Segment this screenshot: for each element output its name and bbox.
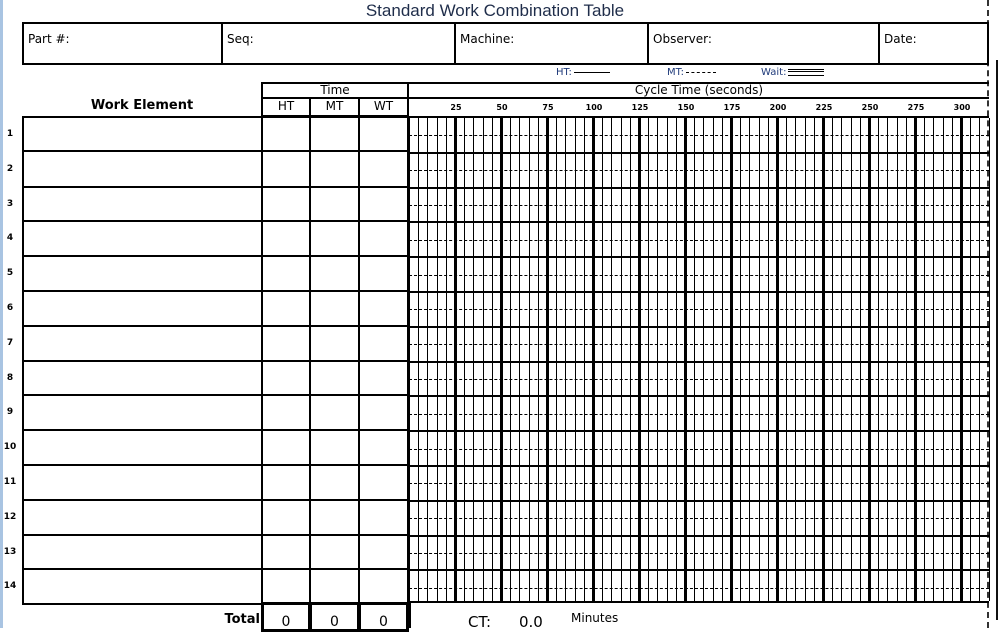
tick-label: 25 (450, 103, 462, 112)
time-header: Time (261, 82, 409, 99)
work-element-cell[interactable] (22, 465, 263, 501)
part-number-field[interactable] (22, 22, 223, 65)
row-divider (409, 500, 989, 502)
date-label: Date: (884, 32, 917, 46)
row-divider (409, 361, 989, 363)
window-left-edge (0, 0, 3, 628)
grid-line (786, 118, 787, 601)
grid-line (768, 118, 769, 601)
row-number: 10 (3, 442, 17, 453)
wt-cell[interactable] (358, 535, 409, 571)
mt-cell[interactable] (309, 187, 360, 223)
row-number: 6 (6, 303, 14, 313)
work-element-header: Work Element (90, 98, 194, 113)
row-midline (409, 135, 989, 136)
row-midline (409, 518, 989, 519)
legend-ht (556, 67, 610, 78)
tick-label: 150 (677, 103, 695, 112)
grid-line (630, 118, 631, 601)
wt-cell[interactable] (358, 221, 409, 257)
row-number: 2 (6, 163, 14, 174)
ht-cell[interactable] (261, 395, 311, 431)
row-number: 8 (6, 372, 14, 383)
tick-label: 175 (723, 103, 741, 112)
row-divider (409, 291, 989, 293)
grid-line (703, 118, 704, 601)
tick-label: 50 (496, 103, 508, 112)
row-divider (409, 395, 989, 397)
grid-line (492, 118, 493, 601)
grid-line (906, 118, 907, 601)
row-midline (409, 240, 989, 241)
grid-line (795, 118, 796, 601)
grid-line (575, 118, 576, 601)
tick-label: 275 (907, 103, 925, 112)
row-divider (409, 430, 989, 432)
machine-field[interactable] (454, 22, 648, 65)
grid-line (868, 118, 871, 601)
row-midline (409, 483, 989, 484)
work-element-cell[interactable] (22, 361, 263, 397)
legend-mt (667, 67, 716, 78)
row-midline (409, 275, 989, 276)
ht-cell[interactable] (261, 326, 311, 362)
wt-cell[interactable] (358, 116, 409, 152)
grid-line (960, 118, 963, 601)
mt-cell[interactable] (309, 395, 360, 431)
machine-label: Machine: (460, 32, 515, 46)
row-midline (409, 414, 989, 415)
row-divider (409, 465, 989, 467)
grid-line (684, 118, 687, 601)
row-divider (409, 187, 989, 189)
grid-line (851, 118, 852, 601)
row-number: 3 (6, 198, 14, 209)
ct-value: 0.0 (519, 613, 543, 631)
row-midline (409, 344, 989, 345)
grid-line (887, 118, 888, 601)
ht-cell[interactable] (261, 116, 311, 152)
grid-line (713, 118, 714, 601)
observer-field[interactable] (647, 22, 879, 65)
row-number: 13 (3, 546, 17, 557)
work-element-cell[interactable] (22, 291, 263, 327)
row-midline (409, 449, 989, 450)
grid-line (409, 118, 410, 601)
grid-line (657, 118, 658, 601)
row-number: 12 (3, 511, 17, 522)
grid-line (500, 118, 503, 601)
cycle-time-grid[interactable] (409, 116, 989, 603)
work-element-cell[interactable] (22, 221, 263, 257)
ct-label: CT: (468, 613, 492, 631)
grid-line (924, 118, 925, 601)
mt-cell[interactable] (309, 569, 360, 605)
total-label: Total (224, 612, 260, 627)
right-margin (992, 0, 1005, 628)
part-number-label: Part #: (28, 32, 70, 46)
row-midline (409, 553, 989, 554)
tick-label: 100 (585, 103, 603, 112)
grid-line (943, 118, 944, 601)
grid-line (454, 118, 457, 601)
grid-line (832, 118, 833, 601)
seq-label: Seq: (227, 32, 254, 46)
legend-ht-label: HT: (556, 67, 572, 78)
grid-line (970, 118, 971, 601)
grid-line (676, 118, 677, 601)
grid-line (602, 118, 603, 601)
grid-line (592, 118, 595, 601)
wt-cell[interactable] (358, 430, 409, 466)
grid-line (878, 118, 879, 601)
row-number: 1 (6, 129, 14, 139)
row-divider (409, 326, 989, 328)
tick-label: 200 (769, 103, 787, 112)
dashed-line-icon (686, 72, 716, 73)
grid-line (749, 118, 750, 601)
grid-line (510, 118, 511, 601)
wt-cell[interactable] (358, 291, 409, 327)
legend-mt-label: MT: (667, 67, 685, 78)
ht-cell[interactable] (261, 291, 311, 327)
row-midline (409, 379, 989, 380)
cycle-time-axis (409, 99, 989, 117)
grid-line (437, 118, 438, 601)
wt-cell[interactable] (358, 500, 409, 536)
grid-line (914, 118, 917, 601)
grid-line (473, 118, 474, 601)
work-element-cell[interactable] (22, 256, 263, 292)
row-divider (409, 256, 989, 258)
row-midline (409, 309, 989, 310)
tick-label: 75 (542, 103, 554, 112)
ht-cell[interactable] (261, 500, 311, 536)
ht-cell[interactable] (261, 187, 311, 223)
row-number: 9 (6, 407, 14, 418)
mt-cell[interactable] (309, 221, 360, 257)
grid-line (483, 118, 484, 601)
grid-line (841, 118, 842, 601)
mt-cell[interactable] (309, 361, 360, 397)
mt-cell[interactable] (309, 291, 360, 327)
grid-line (814, 118, 815, 601)
grid-line (730, 118, 733, 601)
ct-unit: Minutes (571, 611, 619, 625)
work-element-cell[interactable] (22, 500, 263, 536)
mt-cell[interactable] (309, 256, 360, 292)
grid-line (418, 118, 419, 601)
row-midline (409, 588, 989, 589)
observer-label: Observer: (653, 32, 712, 46)
work-element-cell[interactable] (22, 430, 263, 466)
row-divider (409, 221, 989, 223)
row-number: 11 (3, 477, 17, 487)
grid-line (464, 118, 465, 601)
wt-cell[interactable] (358, 152, 409, 188)
page-title: Standard Work Combination Table (365, 1, 625, 20)
solid-line-icon (574, 72, 610, 73)
tick-label: 125 (631, 103, 649, 112)
total-wt: 0 (358, 602, 409, 632)
grid-line (611, 118, 612, 601)
date-field[interactable] (878, 22, 989, 65)
work-element-cell[interactable] (22, 395, 263, 431)
mt-header: MT (309, 98, 360, 117)
ht-cell[interactable] (261, 152, 311, 188)
grid-line (638, 118, 641, 601)
grid-line (759, 118, 760, 601)
ht-header: HT (261, 98, 311, 117)
work-element-cell[interactable] (22, 152, 263, 188)
wt-header: WT (358, 98, 409, 117)
grid-line (648, 118, 649, 601)
mt-cell[interactable] (309, 535, 360, 571)
grid-line (694, 118, 695, 601)
grid-line (933, 118, 934, 601)
grid-line (805, 118, 806, 601)
grid-line (546, 118, 549, 601)
row-number: 5 (6, 268, 14, 279)
wt-cell[interactable] (358, 361, 409, 397)
wt-cell[interactable] (358, 395, 409, 431)
tick-label: 225 (815, 103, 833, 112)
work-element-cell[interactable] (22, 569, 263, 605)
grid-line (860, 118, 861, 601)
row-midline (409, 205, 989, 206)
row-divider (409, 152, 989, 154)
ht-cell[interactable] (261, 569, 311, 605)
row-number: 7 (6, 337, 14, 348)
work-element-cell[interactable] (22, 116, 263, 152)
mt-cell[interactable] (309, 500, 360, 536)
grid-line (722, 118, 723, 601)
cycle-time-header: Cycle Time (seconds) (409, 82, 989, 99)
grid-line (565, 118, 566, 601)
work-element-cell[interactable] (22, 326, 263, 362)
grid-line (621, 118, 622, 601)
triple-line-icon (788, 69, 824, 76)
grid-line (952, 118, 953, 601)
total-ht: 0 (261, 602, 311, 632)
work-element-cell[interactable] (22, 187, 263, 223)
row-divider (409, 535, 989, 537)
row-divider (409, 569, 989, 571)
grid-line (667, 118, 668, 601)
ht-cell[interactable] (261, 361, 311, 397)
total-mt: 0 (309, 602, 360, 632)
wt-cell[interactable] (358, 326, 409, 362)
mt-cell[interactable] (309, 152, 360, 188)
wt-cell[interactable] (358, 187, 409, 223)
ht-cell[interactable] (261, 221, 311, 257)
grid-line (776, 118, 779, 601)
tick-label: 300 (953, 103, 971, 112)
tick-label: 250 (861, 103, 879, 112)
ht-cell[interactable] (261, 465, 311, 501)
grid-line (822, 118, 825, 601)
grid-line (427, 118, 428, 601)
ht-cell[interactable] (261, 430, 311, 466)
wt-cell[interactable] (358, 569, 409, 605)
row-number: 4 (6, 233, 14, 244)
grid-line (446, 118, 447, 601)
ht-cell[interactable] (261, 535, 311, 571)
grid-line (519, 118, 520, 601)
ht-cell[interactable] (261, 256, 311, 292)
row-number: 14 (3, 581, 17, 592)
work-element-cell[interactable] (22, 535, 263, 571)
wt-cell[interactable] (358, 256, 409, 292)
grid-line (538, 118, 539, 601)
grid-line (897, 118, 898, 601)
grid-line (529, 118, 530, 601)
wt-cell[interactable] (358, 465, 409, 501)
legend-wait-label: Wait: (761, 67, 787, 78)
mt-cell[interactable] (309, 326, 360, 362)
grid-line (740, 118, 741, 601)
mt-cell[interactable] (309, 430, 360, 466)
row-midline (409, 170, 989, 171)
grid-line (989, 118, 990, 601)
legend-wait (761, 67, 824, 78)
mt-cell[interactable] (309, 465, 360, 501)
grid-line (979, 118, 980, 601)
seq-field[interactable] (221, 22, 456, 65)
divider (409, 603, 411, 628)
grid-line (556, 118, 557, 601)
grid-line (584, 118, 585, 601)
mt-cell[interactable] (309, 116, 360, 152)
